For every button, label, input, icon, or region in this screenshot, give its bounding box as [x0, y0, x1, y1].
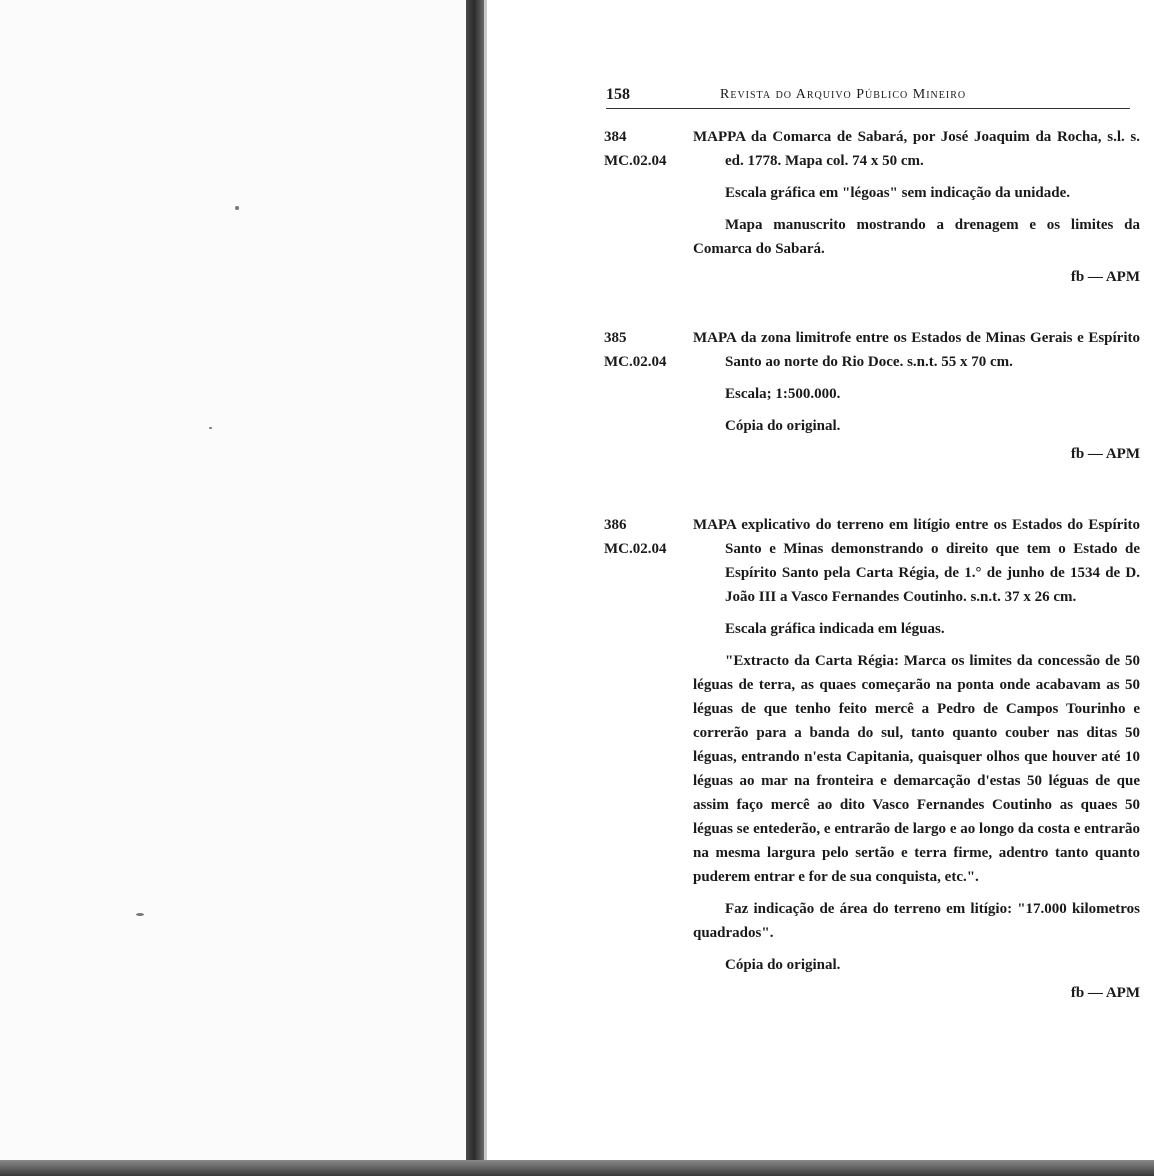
paper-speck	[209, 427, 212, 429]
entry-identifier	[604, 326, 690, 374]
entry-code: MC.02.04	[604, 153, 667, 169]
entry-paragraph: Faz indicação de área do terreno em litígio: "17.000 kilometros quadrados".	[693, 901, 1140, 941]
entry-source: fb — APM	[1070, 446, 1140, 462]
entry-paragraph: Cópia do original.	[725, 418, 841, 434]
entry-paragraph: Escala; 1:500.000.	[725, 386, 841, 402]
spine-edge	[484, 0, 487, 1176]
entry-title: MAPPA da Comarca de Sabará, por José Joaquim da Rocha, s.l. s. ed. 1778. Mapa col. 74 x 50 cm.	[693, 129, 1140, 169]
entry-body	[693, 125, 1140, 289]
entry-code: MC.02.04	[604, 541, 667, 557]
left-page-blank	[0, 0, 470, 1176]
entry-paragraph: Cópia do original.	[725, 957, 841, 973]
entry-identifier	[604, 125, 690, 173]
page-header	[606, 86, 1130, 109]
entry-title: MAPA da zona limitrofe entre os Estados de Minas Gerais e Espírito Santo ao norte do Rio Doce. s.n.t. 55 x 70 cm.	[693, 330, 1140, 370]
entry-number: 384	[604, 129, 627, 145]
paper-speck	[235, 206, 239, 210]
running-title: Revista do Arquivo Público Mineiro	[720, 87, 967, 102]
entry-paragraph: Escala gráfica indicada em léguas.	[725, 621, 945, 637]
entry-number: 385	[604, 330, 627, 346]
entry-source: fb — APM	[1070, 269, 1140, 285]
paper-speck	[136, 913, 144, 916]
entry-paragraph: Escala gráfica em "légoas" sem indicação da unidade.	[725, 185, 1070, 201]
bottom-edge-shadow	[0, 1160, 1154, 1176]
entry-source: fb — APM	[1070, 985, 1140, 1001]
entry-body	[693, 513, 1140, 1005]
entry-number: 386	[604, 517, 627, 533]
entry-paragraph: "Extracto da Carta Régia: Marca os limites da concessão de 50 léguas de terra, as quaes começarão na ponta onde acabavam as 50 léguas de que tenho feito mercê a Pedro de Campos Tourinho e correrão para a banda do sul, tanto quanto couber nas ditas 50 léguas, entrando n'esta Capitania, quaisquer olhos que houver até 10 léguas ao mar na fronteira e demarcação d'estas 50 léguas de que assim faço mercê ao dito Vasco Fernandes Coutinho as quaes 50 léguas se entederão, e entrarão de largo e ao longo da costa e entrarão na mesma largura pelo sertão e terra firme, adentro tanto quanto puderem entrar e for de sua conquista, etc.".	[693, 653, 1140, 885]
book-spine	[466, 0, 484, 1176]
entry-code: MC.02.04	[604, 354, 667, 370]
entry-identifier	[604, 513, 690, 561]
entry-paragraph: Mapa manuscrito mostrando a drenagem e os limites da Comarca do Sabará.	[693, 217, 1140, 257]
entry-body	[693, 326, 1140, 466]
entry-title: MAPA explicativo do terreno em litígio entre os Estados do Espírito Santo e Minas demonstrando o direito que tem o Estado de Espírito Santo pela Carta Régia, de 1.° de junho de 1534 de D. João III a Vasco Fernandes Coutinho. s.n.t. 37 x 26 cm.	[693, 517, 1140, 605]
page-number: 158	[606, 86, 630, 103]
